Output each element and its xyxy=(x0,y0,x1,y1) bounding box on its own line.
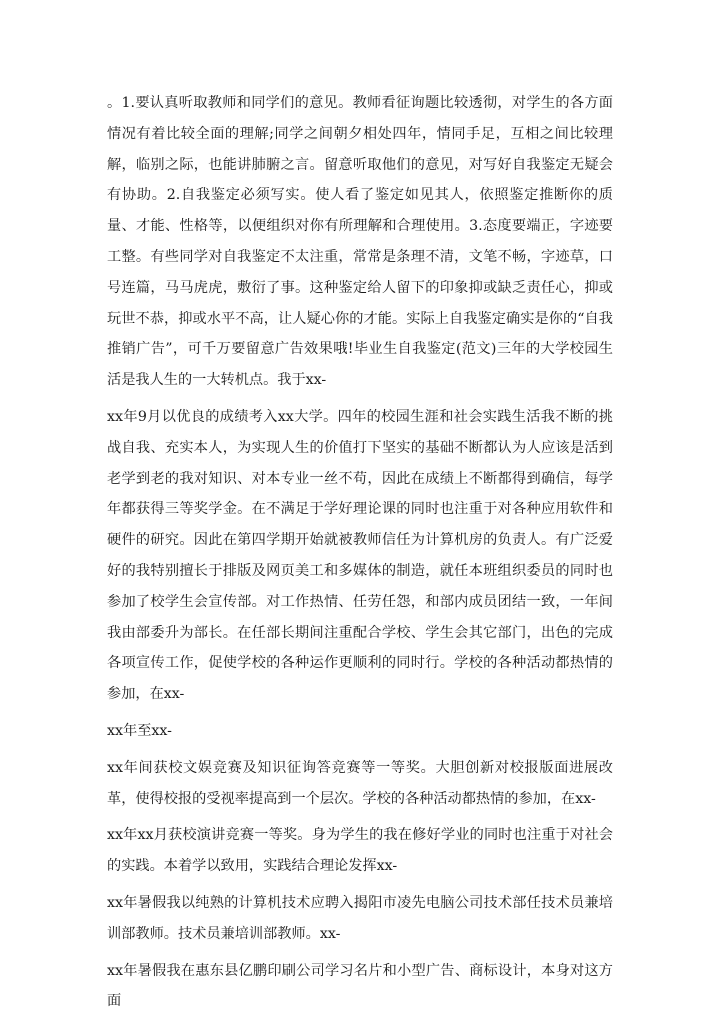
paragraph-4: xx年间获校文娱竞赛及知识征询答竞赛等一等奖。大胆创新对校报版面进展改革，使得校报的受视率提高到一个层次。学校的各种活动都热情的参加，在xx- xyxy=(107,759,613,807)
paragraph-2: xx年9月以优良的成绩考入xx大学。四年的校园生涯和社会实践生活我不断的挑战自我、充实本人，为实现人生的价值打下坚实的基础不断都认为人应该是活到老学到老的我对知识、对本专业一丝不苟，因此在成绩上不断都得到确信，每学年都获得三等奖学金。在不满足于学好理论课的同时也注重于对各种应用软件和硬件的研究。因此在第四学期开始就被教师信任为计算机房的负责人。有广泛爱好的我特别擅长于排版及网页美工和多媒体的制造，就任本班组织委员的同时也参加了校学生会宣传部。对工作热情、任劳任怨，和部内成员团结一致，一年间我由部委升为部长。在任部长期间注重配合学校、学生会其它部门，出色的完成各项宣传工作，促使学校的各种运作更顺利的同时行。学校的各种活动都热情的参加，在xx- xyxy=(107,408,613,703)
paragraph-5: xx年xx月获校演讲竞赛一等奖。身为学生的我在修好学业的同时也注重于对社会的实践。本着学以致用，实践结合理论发挥xx- xyxy=(107,827,613,875)
document-body xyxy=(107,88,613,1017)
paragraph-1: 。1.要认真听取教师和同学们的意见。教师看征询题比较透彻，对学生的各方面情况有着比较全面的理解;同学之间朝夕相处四年，情同手足，互相之间比较理解，临别之际，也能讲肺腑之言。留意听取他们的意见，对写好自我鉴定无疑会有协助。2.自我鉴定必须写实。使人看了鉴定如见其人，依照鉴定推断你的质量、才能、性格等，以便组织对你有所理解和合理使用。3.态度要端正，字迹要工整。有些同学对自我鉴定不太注重，常常是条理不清，文笔不畅，字迹草，口号连篇，马马虎虎，敷衍了事。这种鉴定给人留下的印象抑或缺乏责任心，抑或玩世不恭，抑或水平不高，让人疑心你的才能。实际上自我鉴定确实是你的“自我推销广告”，可千万要留意广告效果哦!毕业生自我鉴定(范文)三年的大学校园生活是我人生的一大转机点。我于xx- xyxy=(107,95,613,389)
paragraph-6: xx年暑假我以纯熟的计算机技术应聘入揭阳市凌先电脑公司技术部任技术员兼培训部教师。技术员兼培训部教师。xx- xyxy=(107,894,613,942)
paragraph-7: xx年暑假我在惠东县亿鹏印刷公司学习名片和小型广告、商标设计，本身对这方面 xyxy=(107,962,613,1010)
paragraph-3: xx年至xx- xyxy=(107,722,172,739)
